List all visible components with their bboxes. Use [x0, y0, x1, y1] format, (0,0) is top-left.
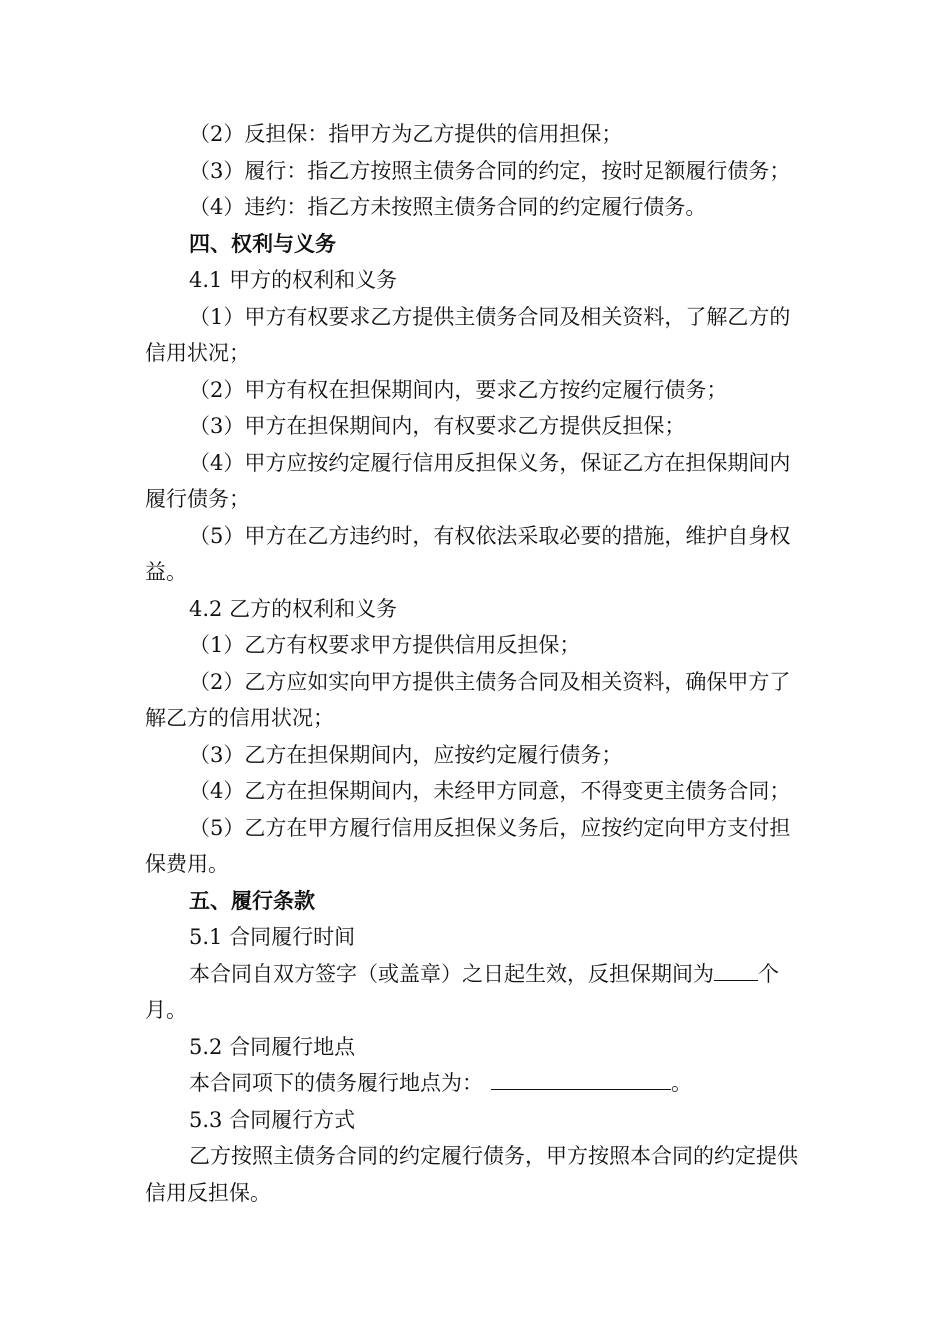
clause-3-performance-definition: （3）履行：指乙方按照主债务合同的约定，按时足额履行债务；	[189, 158, 791, 183]
subsection-heading-4-1: 4.1 甲方的权利和义务	[189, 268, 398, 292]
party-b-right-1: （1）乙方有权要求甲方提供信用反担保；	[189, 633, 581, 657]
section-heading-performance-terms: 五、履行条款	[189, 888, 315, 913]
party-b-right-4: （4）乙方在担保期间内，未经甲方同意，不得变更主债务合同；	[189, 779, 791, 803]
party-a-right-4: （4）甲方应按约定履行信用反担保义务，保证乙方在担保期间内履行债务；	[145, 450, 791, 511]
document-body	[145, 116, 809, 1211]
party-a-right-2: （2）甲方有权在担保期间内，要求乙方按约定履行债务；	[189, 377, 728, 402]
performance-method-paragraph: 乙方按照主债务合同的约定履行债务，甲方按照本合同的约定提供信用反担保。	[145, 1144, 798, 1205]
months-blank-field	[714, 956, 758, 981]
party-a-right-5: （5）甲方在乙方违约时，有权依法采取必要的措施，维护自身权益。	[145, 523, 791, 584]
performance-place-suffix: 。	[671, 1071, 692, 1095]
performance-place-text: 本合同项下的债务履行地点为：	[189, 1071, 483, 1095]
performance-time-text: 本合同自双方签字（或盖章）之日起生效，反担保期间为	[189, 961, 714, 986]
clause-4-default-definition: （4）违约：指乙方未按照主债务合同的约定履行债务。	[189, 195, 707, 219]
party-b-right-5: （5）乙方在甲方履行信用反担保义务后，应按约定向甲方支付担保费用。	[145, 815, 791, 876]
place-blank-field	[491, 1065, 671, 1090]
section-heading-rights-obligations: 四、权利与义务	[189, 231, 336, 256]
party-a-right-3: （3）甲方在担保期间内，有权要求乙方提供反担保；	[189, 414, 686, 438]
performance-time-suffix: 个月。	[145, 961, 779, 1022]
party-a-right-1: （1）甲方有权要求乙方提供主债务合同及相关资料，了解乙方的信用状况；	[145, 304, 791, 365]
subsection-heading-5-1: 5.1 合同履行时间	[189, 925, 356, 949]
subsection-heading-5-3: 5.3 合同履行方式	[189, 1107, 356, 1132]
performance-place-paragraph	[145, 1065, 809, 1102]
party-b-right-2: （2）乙方应如实向甲方提供主债务合同及相关资料，确保甲方了解乙方的信用状况；	[145, 669, 791, 730]
performance-time-paragraph	[145, 956, 809, 1029]
subsection-heading-5-2: 5.2 合同履行地点	[189, 1034, 356, 1059]
party-b-right-3: （3）乙方在担保期间内，应按约定履行债务；	[189, 742, 623, 767]
clause-2-counter-guarantee-definition: （2）反担保：指甲方为乙方提供的信用担保；	[189, 122, 623, 146]
subsection-heading-4-2: 4.2 乙方的权利和义务	[189, 596, 398, 621]
